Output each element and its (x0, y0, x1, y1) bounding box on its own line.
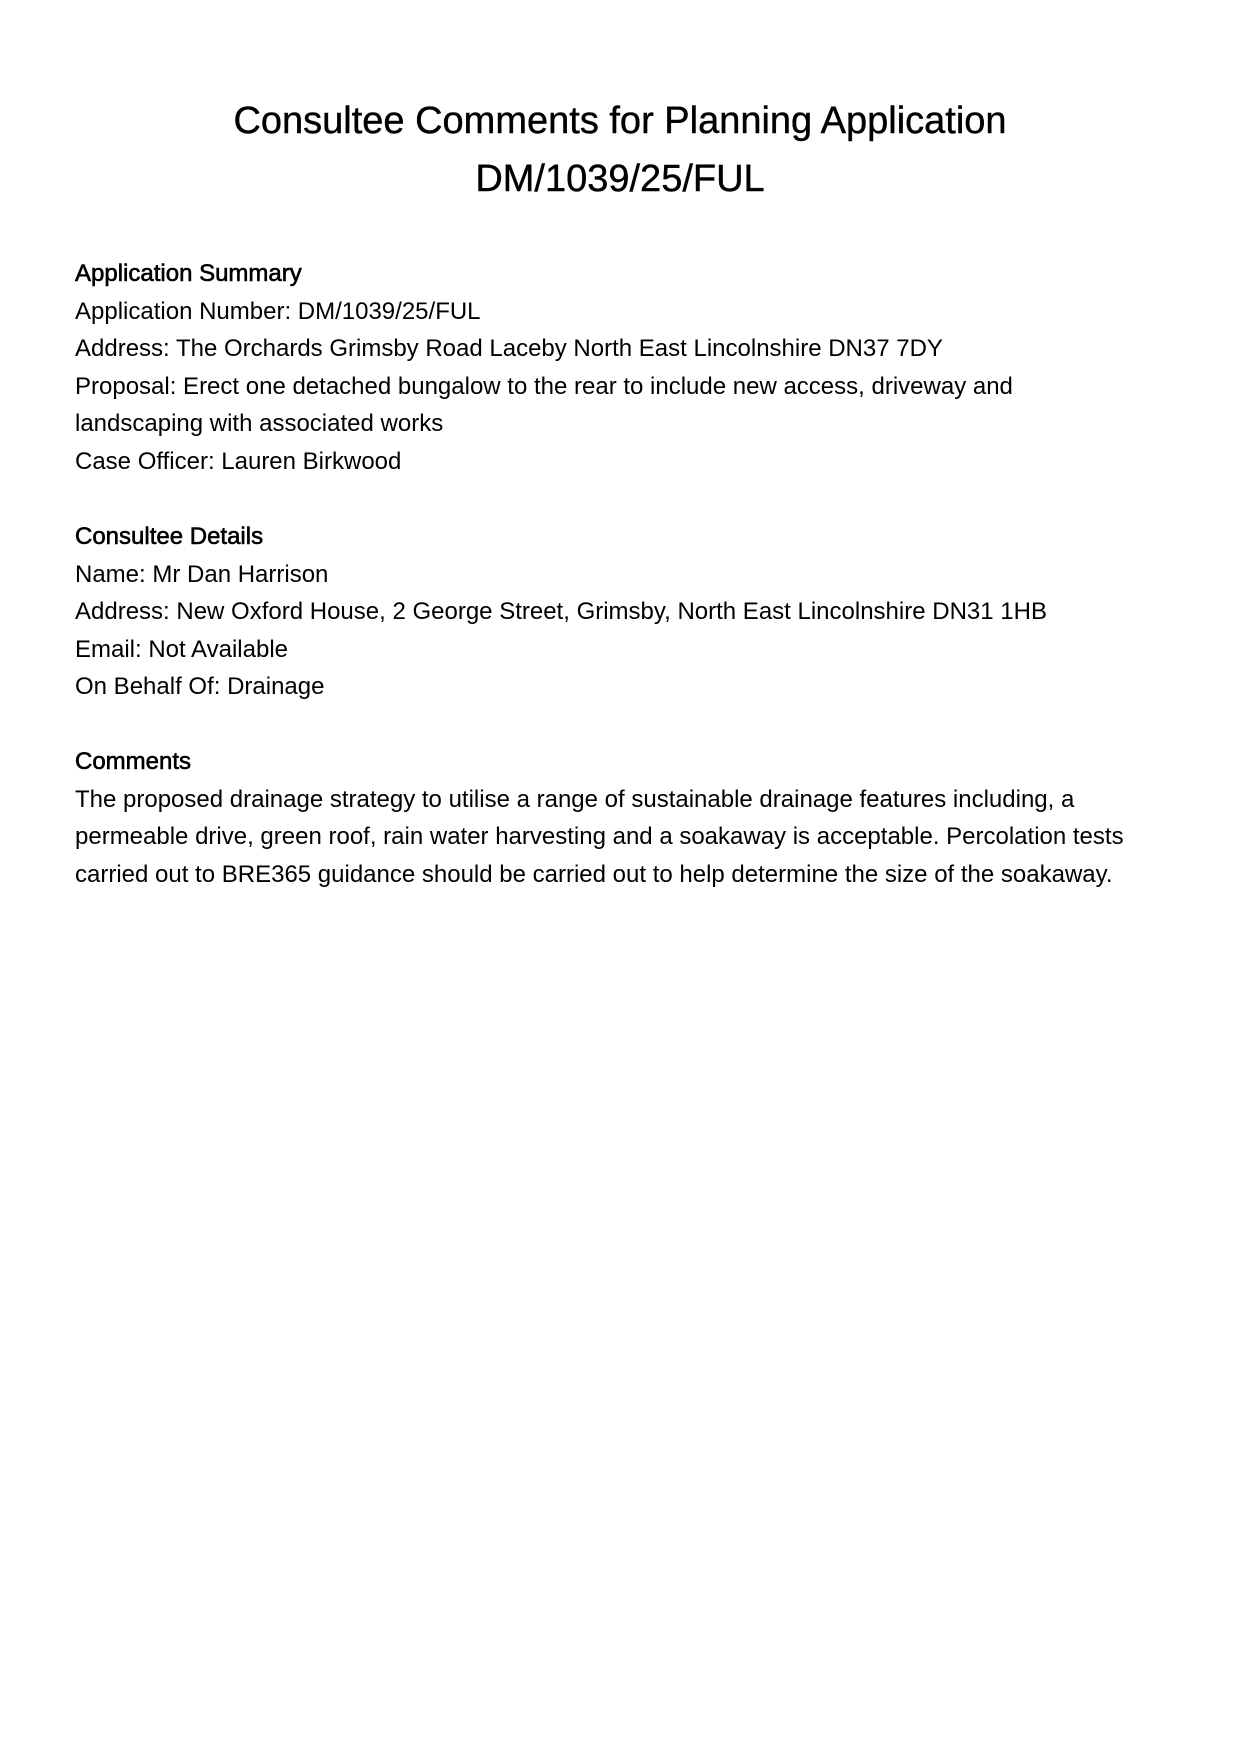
application-number: Application Number: DM/1039/25/FUL (75, 297, 481, 325)
consultee-email: Email: Not Available (75, 635, 288, 663)
application-proposal: Proposal: Erect one detached bungalow to the rear to include new access, driveway and landscaping with associated works (75, 372, 1013, 437)
comments-text: The proposed drainage strategy to utilise a range of sustainable drainage features including, a permeable drive, green roof, rain water harvesting and a soakaway is acceptable. Percolation tests carried out to BRE365 guidance should be carried out to help determine the size of the soakaway. (75, 785, 1124, 888)
application-summary-section (75, 255, 1135, 480)
page-title (0, 92, 1240, 208)
consultee-name: Name: Mr Dan Harrison (75, 560, 329, 588)
page-title-line-2: DM/1039/25/FUL (475, 158, 765, 200)
comments-section (75, 743, 1135, 893)
consultee-on-behalf-of: On Behalf Of: Drainage (75, 673, 325, 700)
application-address: Address: The Orchards Grimsby Road Laceby North East Lincolnshire DN37 7DY (75, 335, 943, 362)
consultee-address: Address: New Oxford House, 2 George Street, Grimsby, North East Lincolnshire DN31 1HB (75, 598, 1047, 625)
application-summary-heading: Application Summary (75, 260, 302, 287)
consultee-details-heading: Consultee Details (75, 523, 264, 550)
consultee-details-section (75, 518, 1135, 706)
comments-heading: Comments (75, 748, 192, 775)
case-officer: Case Officer: Lauren Birkwood (75, 447, 402, 475)
page-title-line-1: Consultee Comments for Planning Application (233, 100, 1007, 142)
